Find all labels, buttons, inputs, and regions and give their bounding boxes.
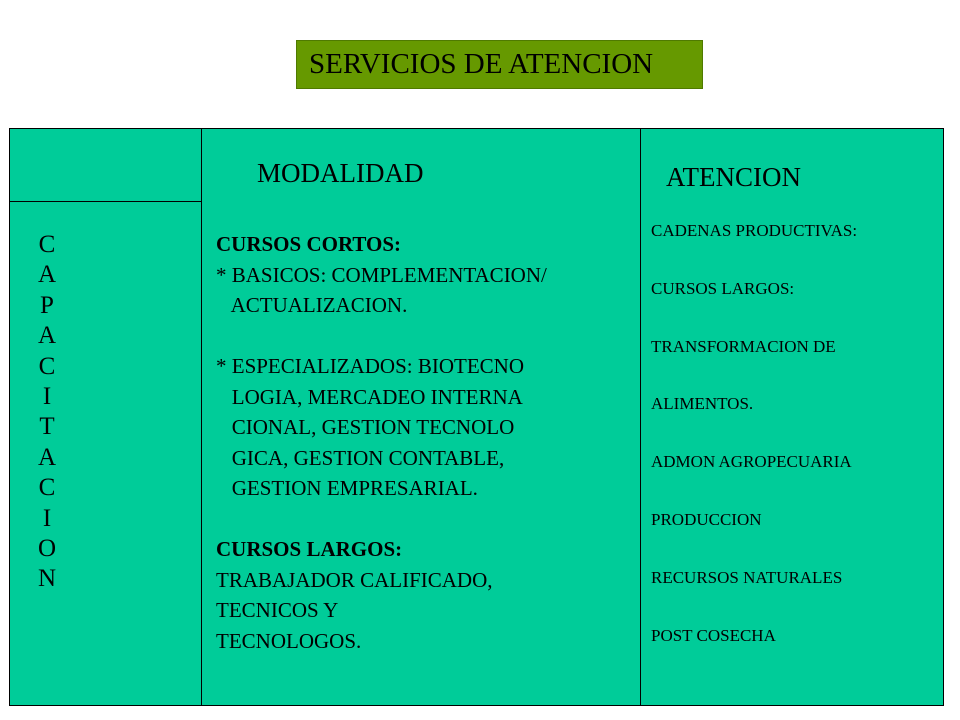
modalidad-line: GICA, GESTION CONTABLE, [216,445,505,470]
atencion-item: POST COSECHA [651,625,776,645]
vertical-letter: A [37,443,57,471]
atencion-item: ALIMENTOS. [651,394,754,414]
modalidad-line: TRABAJADOR CALIFICADO, [216,567,493,592]
vertical-letter: I [42,504,52,532]
vertical-letter: O [37,535,57,563]
atencion-item: ADMON AGROPECUARIA [651,452,852,472]
atencion-item: CADENAS PRODUCTIVAS: [651,221,858,240]
modalidad-line [216,321,641,352]
modalidad-line: GESTION EMPRESARIAL. [216,476,478,500]
vertical-label-capacitacion [32,230,62,595]
atencion-item: CURSOS LARGOS: [651,278,795,298]
vertical-letter: C [38,352,56,380]
atencion-list [651,217,941,679]
atencion-item: PRODUCCION [651,509,762,529]
modalidad-line: CIONAL, GESTION TECNOLO [216,415,515,439]
title-box [296,40,703,89]
atencion-item: TRANSFORMACION DE [651,336,836,356]
modalidad-line: TECNOLOGOS. [216,628,362,653]
vertical-letter: I [42,383,52,411]
column-divider-1 [201,129,202,705]
header-atencion: ATENCION [666,162,801,192]
services-table [9,128,944,706]
modalidad-line: TECNICOS Y [216,598,339,622]
vertical-letter: A [37,261,57,289]
modalidad-line: * ESPECIALIZADOS: BIOTECNO [216,354,524,378]
modalidad-content [216,229,641,656]
vertical-letter: T [39,413,55,441]
modalidad-line: ACTUALIZACION. [216,293,408,317]
vertical-letter: P [40,291,54,319]
header-modalidad: MODALIDAD [257,158,424,188]
atencion-item: RECURSOS NATURALES [651,567,843,587]
modalidad-line [216,504,641,535]
page-title: SERVICIOS DE ATENCION [309,48,654,80]
vertical-letter: N [37,565,57,593]
modalidad-line: * BASICOS: COMPLEMENTACION/ [216,262,547,287]
modalidad-line: CURSOS CORTOS: [216,232,402,256]
vertical-letter: C [38,474,56,502]
modalidad-line: CURSOS LARGOS: [216,537,403,561]
vertical-letter: A [37,322,57,350]
modalidad-line: LOGIA, MERCADEO INTERNA [216,384,523,409]
row-divider [10,201,201,202]
vertical-letter: C [38,231,56,258]
